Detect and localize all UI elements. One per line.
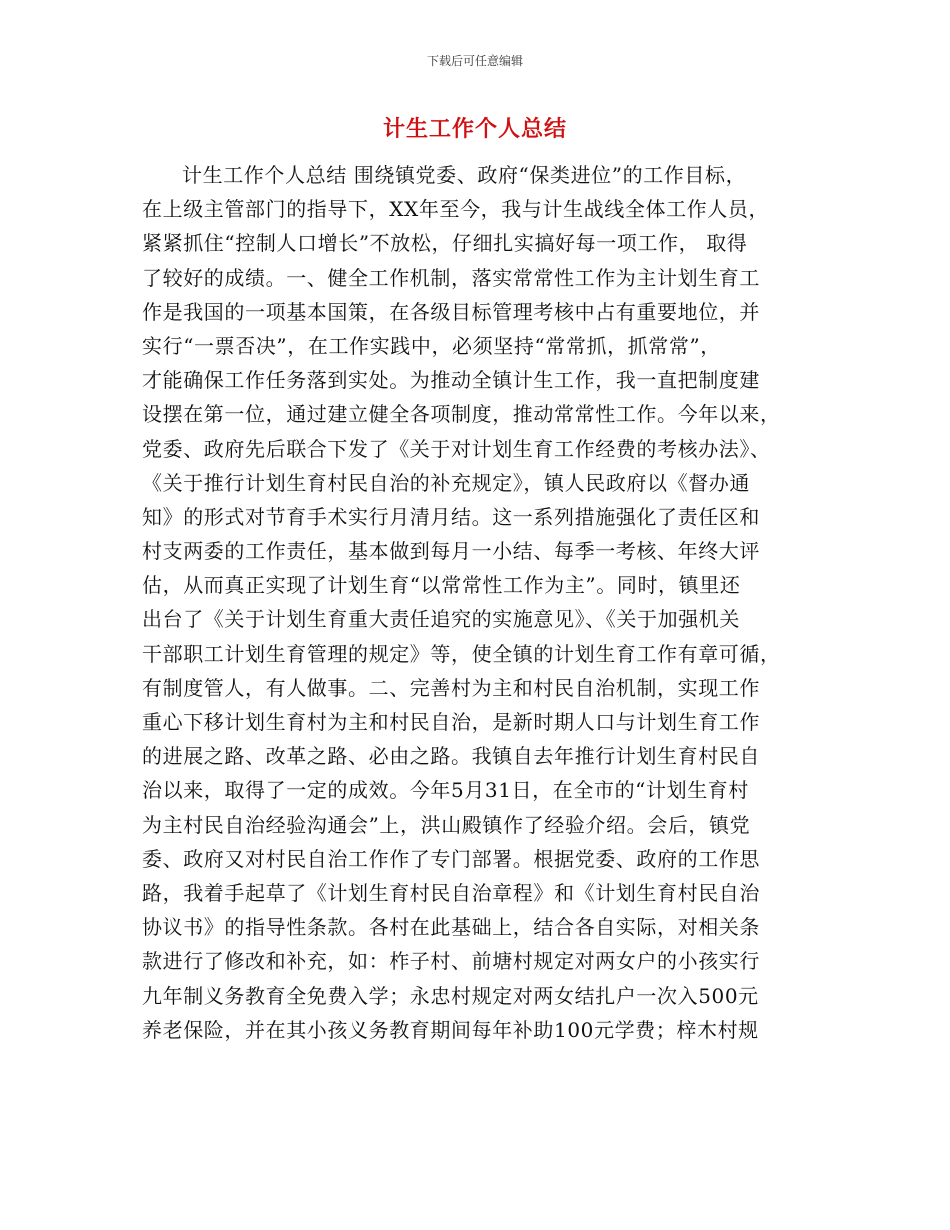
body-line: 有制度管人，有人做事。二、完善村为主和村民自治机制，实现工作 <box>142 675 760 700</box>
body-line: 知》的形式对节育手术实行月清月结。这一系列措施强化了责任区和 <box>142 504 760 529</box>
body-line: 紧紧抓住“控制人口增长”不放松，仔细扎实搞好每一项工作， 取得 <box>142 231 748 256</box>
document-body <box>142 158 808 1047</box>
body-line: 九年制义务教育全免费入学；永忠村规定对两女结扎户一次入500元 <box>142 983 759 1008</box>
body-line: 干部职工计划生育管理的规定》等，使全镇的计划生育工作有章可循， <box>142 641 781 666</box>
body-line: 重心下移计划生育村为主和村民自治，是新时期人口与计划生育工作 <box>142 710 760 734</box>
body-line: 《关于推行计划生育村民自治的补充规定》，镇人民政府以《督办通 <box>142 470 750 495</box>
body-line: 设摆在第一位，通过建立健全各项制度，推动常常性工作。今年以来， <box>142 402 781 427</box>
body-line: 党委、政府先后联合下发了《关于对计划生育工作经费的考核办法》、 <box>142 436 771 461</box>
body-line: 作是我国的一项基本国策，在各级目标管理考核中占有重要地位，并 <box>142 299 760 324</box>
body-line: 路，我着手起草了《计划生育村民自治章程》和《计划生育村民自治 <box>142 880 760 905</box>
body-line: 治以来，取得了一定的成效。今年5月31日，在全市的“计划生育村 <box>142 778 749 803</box>
body-line: 款进行了修改和补充，如：柞子村、前塘村规定对两女户的小孩实行 <box>142 949 760 974</box>
body-line: 了较好的成绩。一、健全工作机制，落实常常性工作为主计划生育工 <box>142 265 760 290</box>
body-line: 计生工作个人总结 围绕镇党委、政府“保类进位”的工作目标， <box>182 163 747 187</box>
body-line: 才能确保工作任务落到实处。为推动全镇计生工作，我一直把制度建 <box>142 368 760 393</box>
body-line: 为主村民自治经验沟通会”上，洪山殿镇作了经验介绍。会后，镇党 <box>142 812 751 837</box>
header-note: 下载后可任意编辑 <box>426 54 523 68</box>
body-line: 出台了《关于计划生育重大责任追究的实施意见》、《关于加强机关 <box>142 607 740 632</box>
body-line: 养老保险，并在其小孩义务教育期间每年补助100元学费；梓木村规 <box>142 1017 759 1042</box>
body-line: 实行“一票否决”，在工作实践中，必须坚持“常常抓，抓常常”， <box>142 333 721 358</box>
body-line: 村支两委的工作责任，基本做到每月一小结、每季一考核、年终大评 <box>142 539 760 564</box>
body-line: 估，从而真正实现了计划生育“以常常性工作为主”。同时，镇里还 <box>142 573 741 598</box>
body-line: 在上级主管部门的指导下，XX年至今，我与计生战线全体工作人员， <box>142 197 770 222</box>
body-line: 的进展之路、改革之路、必由之路。我镇自去年推行计划生育村民自 <box>142 744 760 769</box>
body-line: 协议书》的指导性条款。各村在此基础上，结合各自实际，对相关条 <box>142 915 760 940</box>
body-line: 委、政府又对村民自治工作作了专门部署。根据党委、政府的工作思 <box>142 846 760 871</box>
document-title: 计生工作个人总结 <box>382 117 567 142</box>
